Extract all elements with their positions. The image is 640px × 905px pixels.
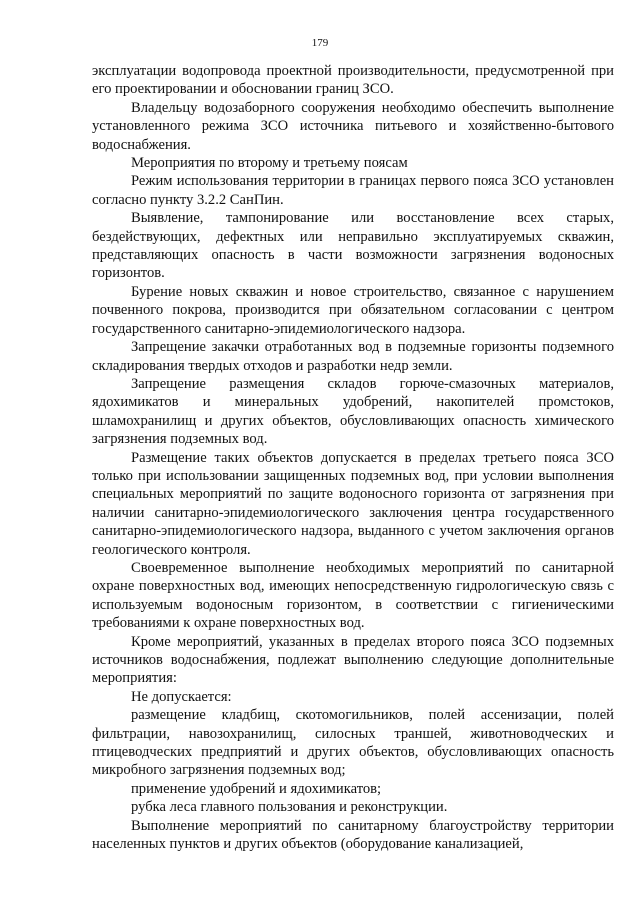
list-item: применение удобрений и ядохимикатов; [131, 780, 382, 797]
paragraph: Режим использования территории в границах первого пояса ЗСО установлен согласно пункту 3.2.2 СанПин. [92, 173, 614, 208]
paragraph: Своевременное выполнение необходимых мероприятий по санитарной охране поверхностных вод, имеющих непосредственную гидрологическую связь с используемым водоносным горизонтом, в соответствии с гигиеническими требованиями к охране поверхностных вод. [92, 559, 614, 632]
page-body [92, 62, 614, 853]
paragraph: Владельцу водозаборного сооружения необходимо обеспечить выполнение установленного режима ЗСО источника питьевого и хозяйственно-бытового водоснабжения. [92, 99, 614, 153]
paragraph-continuation: эксплуатации водопровода проектной производительности, предусмотренной при его проектировании и обосновании границ ЗСО. [92, 63, 614, 98]
paragraph: Бурение новых скважин и новое строительство, связанное с нарушением почвенного покрова, производится при обязательном согласовании с центром государственного санитарно-эпидемиологического надзора. [92, 283, 614, 337]
list-item: рубка леса главного пользования и реконструкции. [131, 799, 448, 816]
paragraph: Выполнение мероприятий по санитарному благоустройству территории населенных пунктов и других объектов (оборудование канализацией, [92, 817, 614, 853]
paragraph: Кроме мероприятий, указанных в пределах второго пояса ЗСО подземных источников водоснабжения, подлежат выполнению следующие дополнительные мероприятия: [92, 633, 614, 687]
list-item: размещение кладбищ, скотомогильников, полей ассенизации, полей фильтрации, навозохранилищ, силосных траншей, животноводческих и птицеводческих предприятий и других объектов, обусловливающих опасность микробного загрязнения подземных вод; [92, 707, 614, 779]
paragraph: Выявление, тампонирование или восстановление всех старых, бездействующих, дефектных или неправильно эксплуатируемых скважин, представляющих опасность в части возможности загрязнения водоносных горизонтов. [92, 210, 614, 282]
paragraph: Запрещение размещения складов горюче-смазочных материалов, ядохимикатов и минеральных удобрений, накопителей промстоков, шламохранилищ и других объектов, обусловливающих опасность химического загрязнения подземных вод. [92, 375, 614, 448]
paragraph: Запрещение закачки отработанных вод в подземные горизонты подземного складирования твердых отходов и разработки недр земли. [92, 339, 614, 374]
section-heading: Мероприятия по второму и третьему поясам [131, 155, 408, 172]
page-number: 179 [311, 37, 329, 49]
paragraph: Не допускается: [131, 688, 232, 705]
paragraph: Размещение таких объектов допускается в пределах третьего пояса ЗСО только при использовании защищенных подземных вод, при условии выполнения специальных мероприятий по защите водоносного горизонта от загрязнения при наличии санитарно-эпидемиологического заключения центра государственного санитарно-эпидемиологического надзора, выданного с учетом заключения органов геологического контроля. [92, 449, 614, 558]
